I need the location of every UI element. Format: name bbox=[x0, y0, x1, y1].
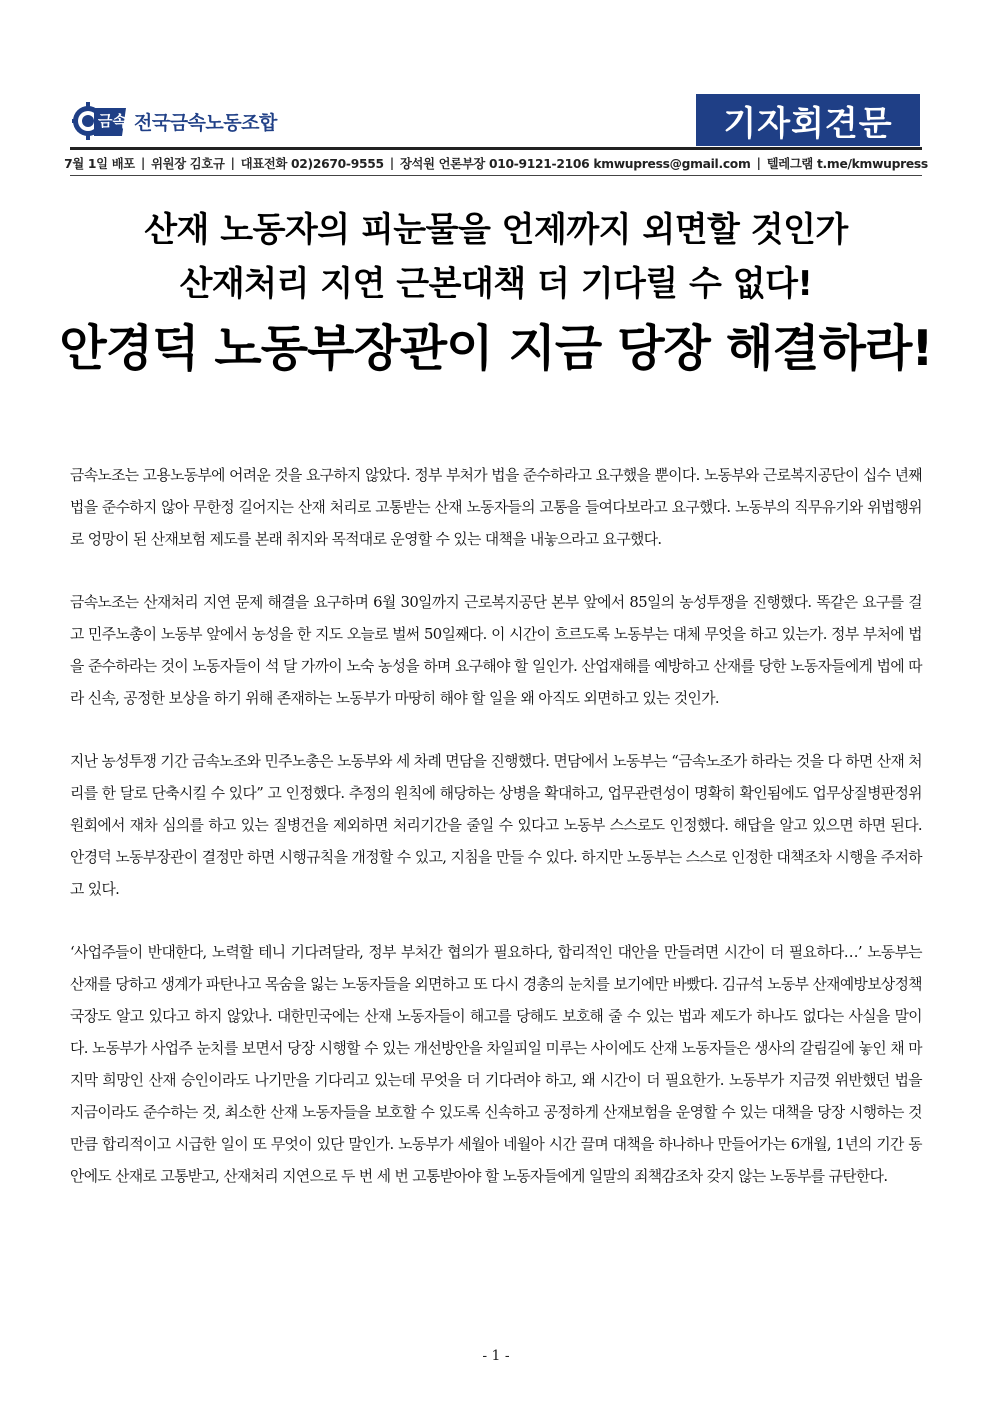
union-logo bbox=[72, 98, 277, 144]
statement-body bbox=[70, 460, 922, 1224]
telegram-link: 텔레그램 t.me/kmwupress bbox=[766, 157, 928, 171]
press-contact: 장석원 언론부장 010-9121-2106 kmwupress@gmail.com bbox=[399, 157, 751, 171]
document-type-badge: 기자회견문 bbox=[696, 94, 920, 146]
headline-line-2: 산재처리 지연 근본대책 더 기다릴 수 없다! bbox=[179, 264, 813, 304]
chairperson: 위원장 김호규 bbox=[151, 157, 225, 171]
paragraph: ‘사업주들이 반대한다, 노력할 테니 기다려달라, 정부 부처간 협의가 필요하다, 합리적인 대안을 만들려면 시간이 더 필요하다…’ 노동부는 산재를 당하고 생계가 파탄나고 목숨을 잃는 노동자들을 외면하고 또 다시 경총의 눈치를 보기에만 바빴다. 김규석 노동부 산재예방보상정책국장도 알고 있다고 하지 않았나. 대한민국에는 산재 노동자들이 해고를 당해도 보호해 줄 수 있는 법과 제도가 하나도 없다는 사실을 말이다. 노동부가 사업주 눈치를 보면서 당장 시행할 수 있는 개선방안을 차일피일 미루는 사이에도 산재 노동자들은 생사의 갈림길에 놓인 채 마지막 희망인 산재 승인이라도 나기만을 기다리고 있는데 무엇을 더 기다려야 하고, 왜 시간이 더 필요한가. 노동부가 지금껏 위반했던 법을 지금이라도 준수하는 것, 최소한 산재 노동자들을 보호할 수 있도록 신속하고 공정하게 산재보험을 운영할 수 있는 대책을 당장 시행하는 것 만큼 합리적이고 시급한 일이 또 무엇이 있단 말인가. 노동부가 세월아 네월아 시간 끌며 대책을 하나하나 만들어가는 6개월, 1년의 기간 동안에도 산재로 고통받고, 산재처리 지연으로 두 번 세 번 고통받아야 할 노동자들에게 일말의 죄책감조차 갖지 않는 노동부를 규탄한다. bbox=[70, 944, 922, 1185]
main-phone: 대표전화 02)2670-9555 bbox=[240, 157, 384, 171]
header-rule-top bbox=[70, 147, 922, 150]
header-rule-bottom bbox=[70, 175, 922, 176]
logo-text: 금속 bbox=[98, 112, 127, 130]
page-number: - 1 - bbox=[482, 1348, 510, 1364]
main-headline: 안경덕 노동부장관이 지금 당장 해결하라! bbox=[59, 320, 933, 377]
separator: | bbox=[140, 156, 146, 170]
separator: | bbox=[230, 156, 235, 170]
separator: | bbox=[756, 156, 761, 170]
contact-info-bar bbox=[64, 151, 928, 175]
headline-block bbox=[40, 210, 952, 390]
paragraph: 금속노조는 고용노동부에 어려운 것을 요구하지 않았다. 정부 부처가 법을 준수하라고 요구했을 뿐이다. 노동부와 근로복지공단이 십수 년째 법을 준수하지 않아 무한정 길어지는 산재 처리로 고통받는 산재 노동자들의 고통을 들여다보라고 요구했다. 노동부의 직무유기와 위법행위로 엉망이 된 산재보험 제도를 본래 취지와 목적대로 운영할 수 있는 대책을 내놓으라고 요구했다. bbox=[70, 467, 922, 548]
release-date: 7월 1일 배포 bbox=[64, 157, 135, 171]
union-emblem-icon bbox=[72, 100, 128, 142]
paragraph: 지난 농성투쟁 기간 금속노조와 민주노총은 노동부와 세 차례 면담을 진행했다. 면담에서 노동부는 “금속노조가 하라는 것을 다 하면 산재 처리를 한 달로 단축시킬 수 있다” 고 인정했다. 추정의 원칙에 해당하는 상병을 확대하고, 업무관련성이 명확히 확인됨에도 업무상질병판정위원회에서 재차 심의를 하고 있는 질병건을 제외하면 처리기간을 줄일 수 있다고 노동부 스스로도 인정했다. 해답을 알고 있으면 하면 된다. 안경덕 노동부장관이 결정만 하면 시행규칙을 개정할 수 있고, 지침을 만들 수 있다. 하지만 노동부는 스스로 인정한 대책조차 시행을 주저하고 있다. bbox=[70, 753, 922, 898]
paragraph: 금속노조는 산재처리 지연 문제 해결을 요구하며 6월 30일까지 근로복지공단 본부 앞에서 85일의 농성투쟁을 진행했다. 똑같은 요구를 걸고 민주노총이 노동부 앞에서 농성을 한 지도 오늘로 벌써 50일째다. 이 시간이 흐르도록 노동부는 대체 무엇을 하고 있는가. 정부 부처에 법을 준수하라는 것이 노동자들이 석 달 가까이 노숙 농성을 하며 요구해야 할 일인가. 산업재해를 예방하고 산재를 당한 노동자들에게 법에 따라 신속, 공정한 보상을 하기 위해 존재하는 노동부가 마땅히 해야 할 일을 왜 아직도 외면하고 있는 것인가. bbox=[70, 594, 922, 707]
headline-line-1: 산재 노동자의 피눈물을 언제까지 외면할 것인가 bbox=[144, 210, 848, 250]
union-name: 전국금속노동조합 bbox=[134, 111, 277, 134]
separator: | bbox=[389, 156, 394, 170]
